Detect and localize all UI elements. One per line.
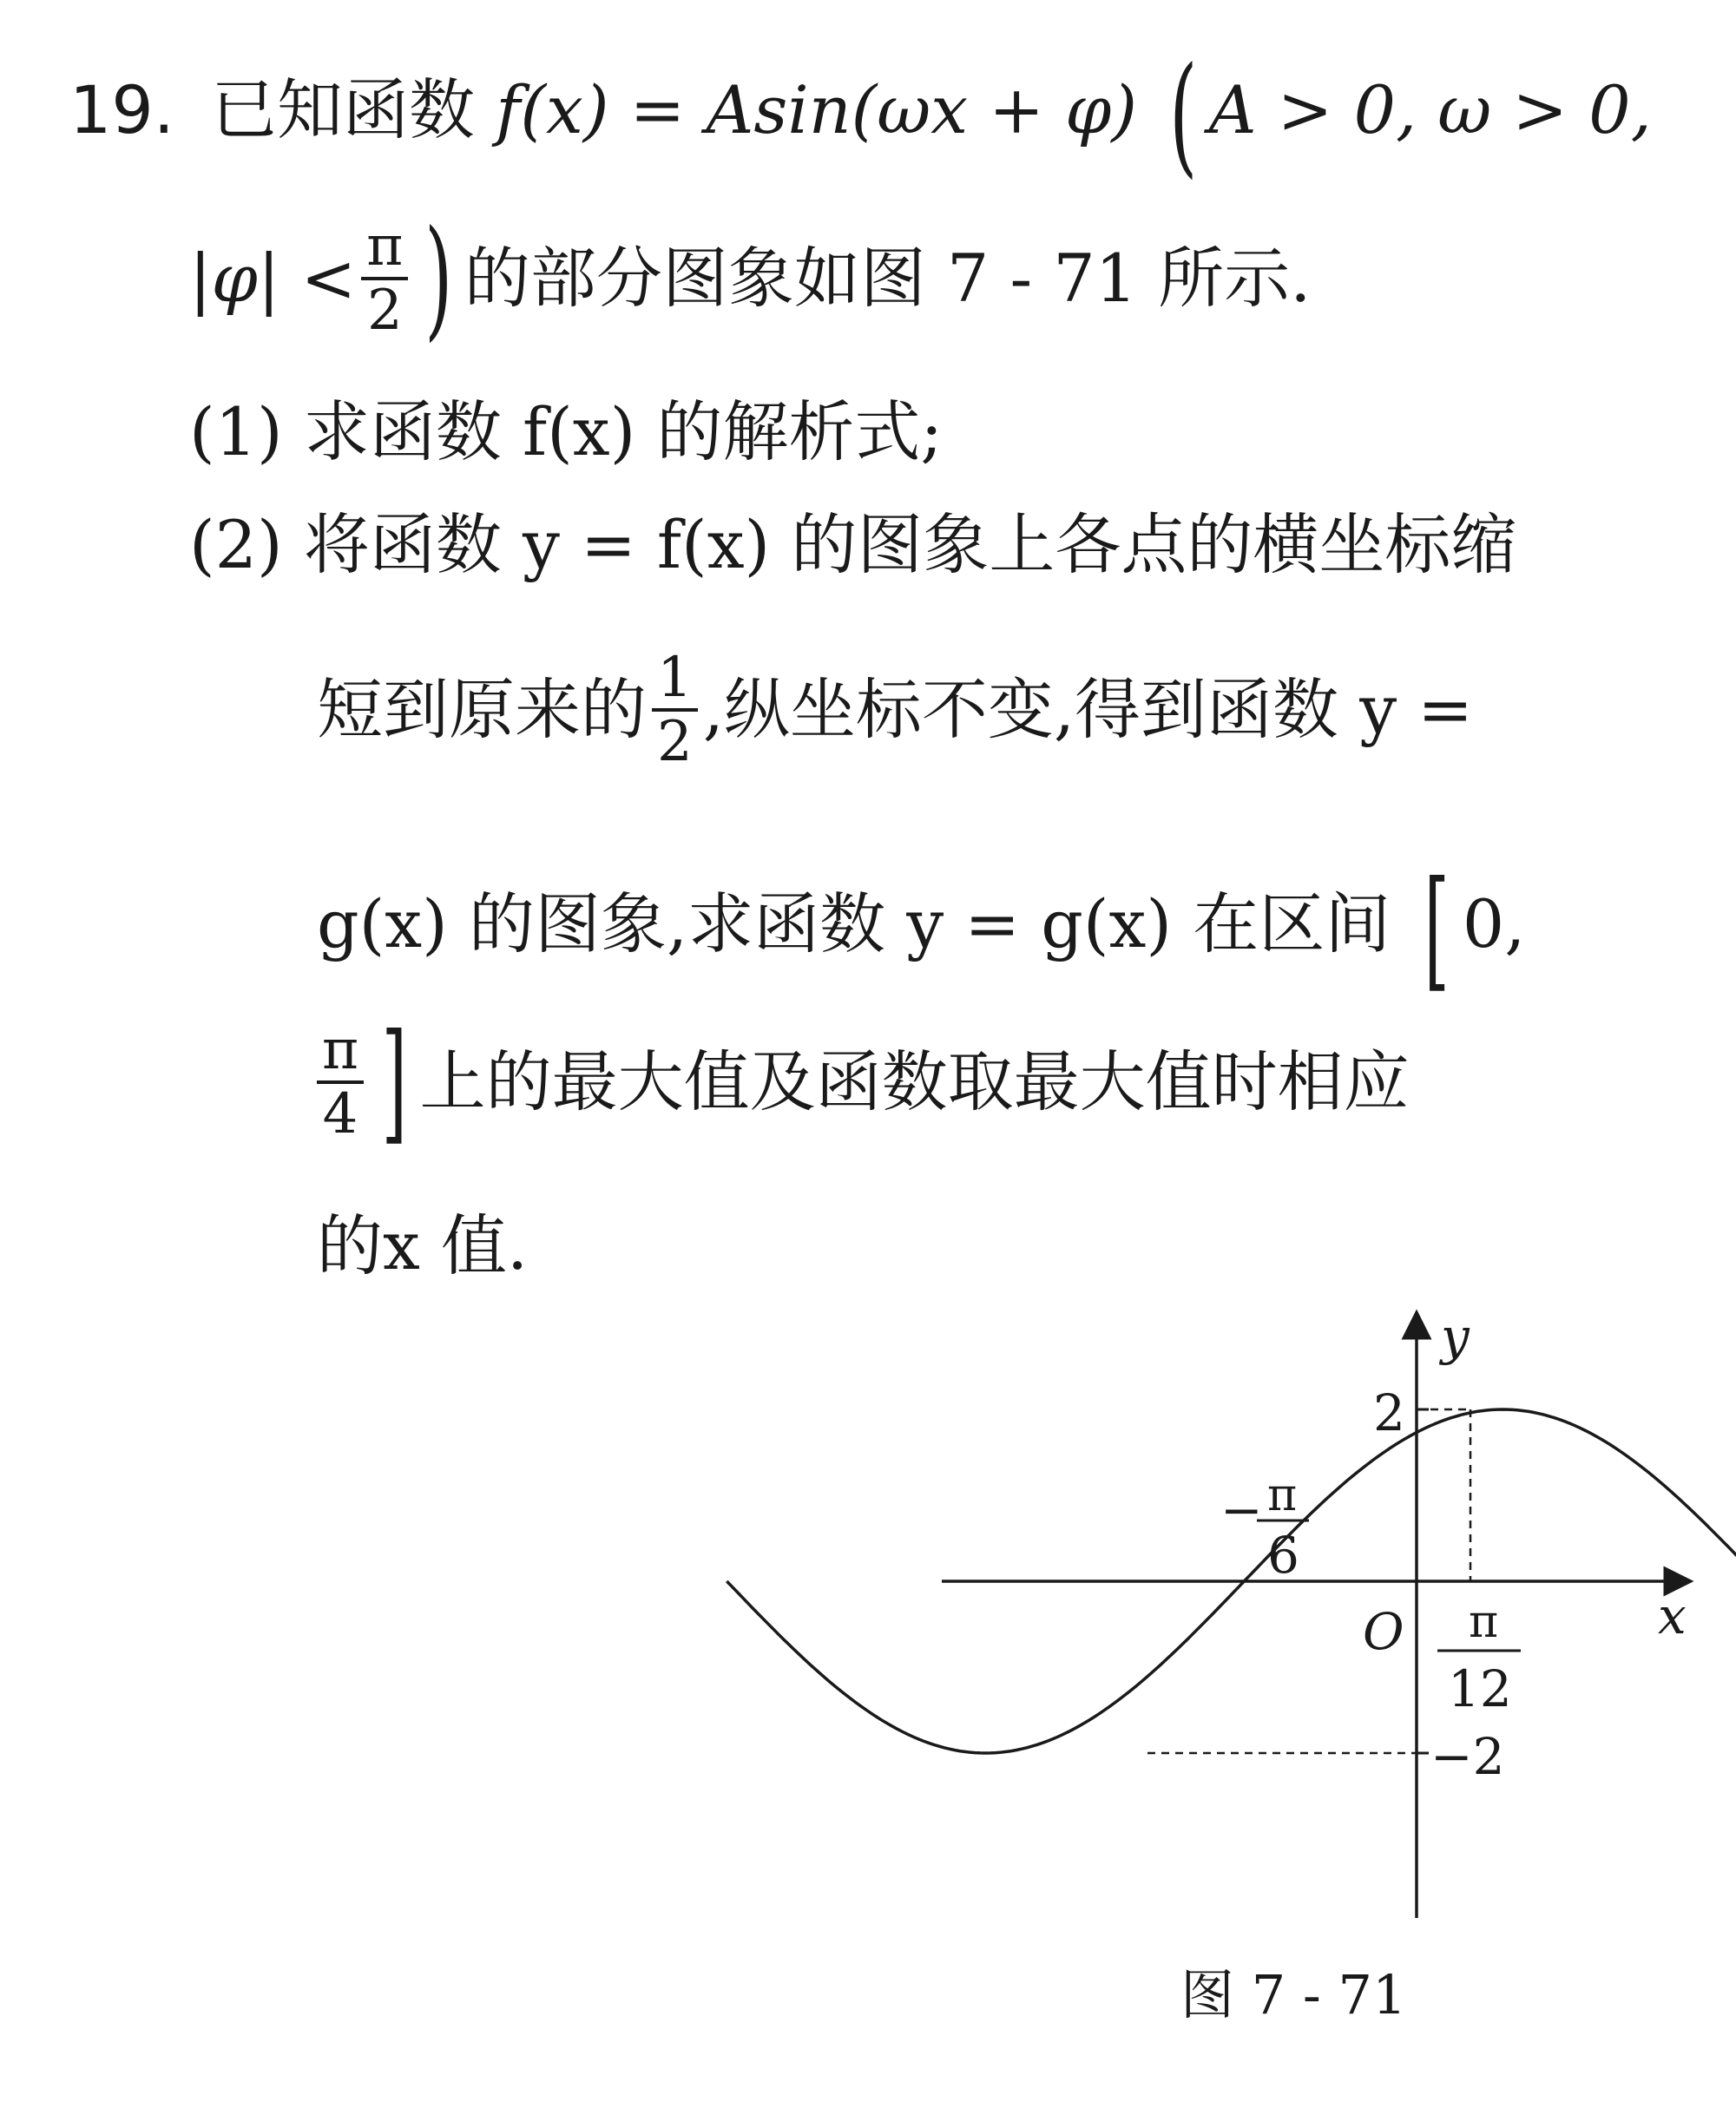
- question-2-text-3: g(x) 的图象,求函数 y = g(x) 在区间: [317, 885, 1391, 962]
- parameter-conditions: A > 0, ω > 0,: [1208, 71, 1652, 148]
- question-2-text-5: 的x 值.: [317, 1207, 529, 1284]
- origin-label: O: [1363, 1602, 1404, 1661]
- peak-label-num: π: [1469, 1596, 1499, 1648]
- open-paren: (: [1169, 40, 1198, 191]
- close-paren: ): [424, 203, 453, 354]
- question-1-label: (1): [189, 393, 283, 470]
- problem-number: 19.: [69, 71, 174, 148]
- problem-line-2: [189, 203, 1312, 354]
- question-2-text-2b: ,纵坐标不变,得到函数 y =: [702, 671, 1473, 749]
- zero-label-den: 6: [1267, 1526, 1299, 1585]
- problem-line-1: [69, 40, 1652, 191]
- sine-curve: [727, 1409, 1736, 1753]
- figure-caption: 图 7 - 71: [1180, 1963, 1407, 2026]
- zero-label-sign: −: [1220, 1481, 1263, 1540]
- peak-label-den: 12: [1448, 1659, 1512, 1718]
- zero-label-num: π: [1267, 1469, 1298, 1521]
- fraction-pi-over-4: $\frac{\pi}{4}$: [317, 1020, 364, 1146]
- question-1-text: 求函数 f(x) 的解析式;: [303, 393, 944, 470]
- question-1: [189, 393, 944, 470]
- interval-open-bracket: [: [1424, 854, 1450, 1005]
- question-2-line-5: [317, 1207, 529, 1284]
- question-2-text-4: 上的最大值及函数取最大值时相应: [419, 1043, 1410, 1120]
- phase-condition: |φ| <: [189, 240, 357, 317]
- question-2-label: (2): [189, 506, 283, 583]
- question-2-text-2a: 短到原来的: [317, 671, 647, 749]
- question-2-line-2: [317, 647, 1473, 773]
- interval-close-bracket: ]: [381, 1007, 407, 1158]
- y-max-label: 2: [1373, 1383, 1405, 1442]
- fraction-pi-over-2: $\frac{\pi}{2}$: [361, 216, 408, 342]
- question-2-text-1: 将函数 y = f(x) 的图象上各点的横坐标缩: [303, 506, 1517, 583]
- interval-start: 0,: [1462, 885, 1526, 962]
- y-min-label: −2: [1430, 1727, 1505, 1786]
- fraction-1-over-2: $\frac{1}{2}$: [652, 647, 698, 773]
- question-2-line-1: [189, 506, 1517, 583]
- question-2-line-3: [317, 854, 1526, 1005]
- question-2-line-4: [317, 1007, 1410, 1158]
- axis-y-label: y: [1441, 1307, 1470, 1366]
- axis-x-label: x: [1658, 1586, 1687, 1645]
- function-expression: f(x) = Asin(ωx + φ): [496, 71, 1137, 148]
- problem-intro: 已知函数: [211, 71, 476, 148]
- problem-figure-reference: 的部分图象如图 7 - 71 所示.: [464, 240, 1312, 317]
